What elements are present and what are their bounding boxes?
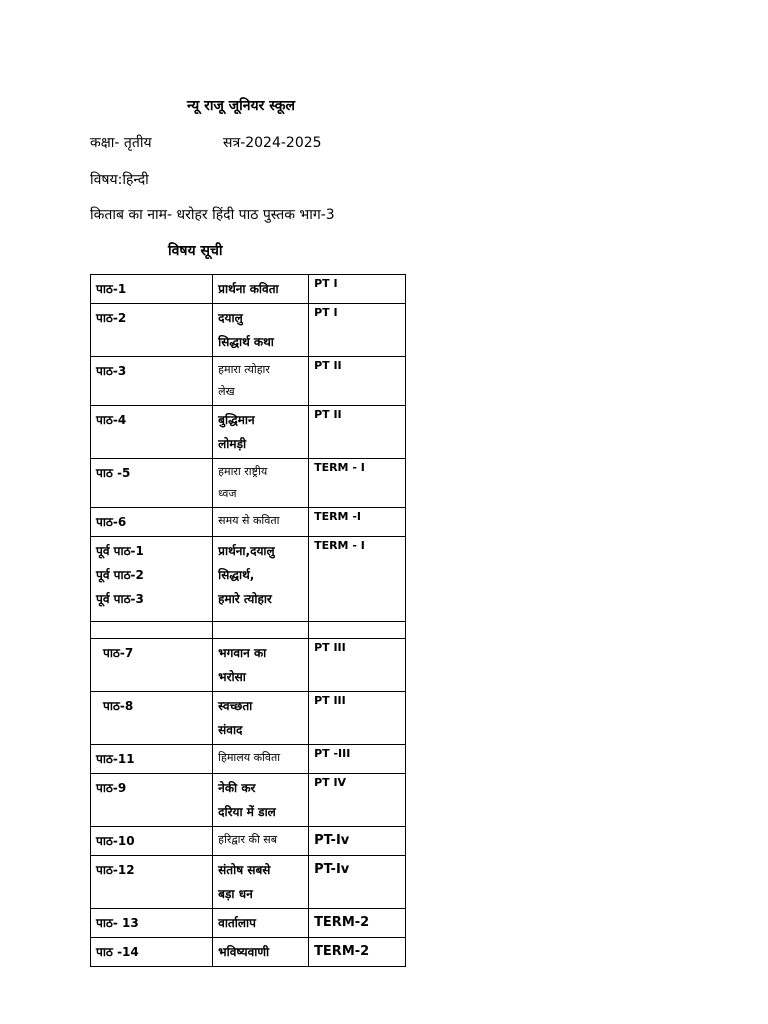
topic-text: हमारा त्योहार xyxy=(218,363,270,376)
lesson-cell xyxy=(91,692,213,745)
lesson-cell xyxy=(91,537,213,622)
topic-text: लेख xyxy=(218,385,235,398)
topic-text: भगवान का xyxy=(218,646,267,660)
term-cell: PT-Iv xyxy=(309,827,406,856)
topic-cell xyxy=(213,508,309,537)
lesson-cell xyxy=(91,827,213,856)
lesson-cell xyxy=(91,856,213,909)
topic-cell xyxy=(213,692,309,745)
topic-text: बड़ा धन xyxy=(218,887,253,901)
term-cell: PT I xyxy=(309,275,406,304)
lesson-cell xyxy=(91,406,213,459)
school-name: न्यू राजू जूनियर स्कूल xyxy=(187,98,295,114)
lesson-text: पाठ-8 xyxy=(103,699,134,713)
topic-text: दरिया में डाल xyxy=(218,805,276,819)
topic-cell xyxy=(213,275,309,304)
topic-cell xyxy=(213,304,309,357)
lesson-text: पाठ-12 xyxy=(96,863,135,877)
topic-text: हमारा राष्ट्रीय xyxy=(218,465,268,478)
table-row xyxy=(91,692,406,745)
topic-text: हमारे त्योहार xyxy=(218,592,272,606)
lesson-text: पाठ -5 xyxy=(96,466,131,480)
lesson-cell xyxy=(91,275,213,304)
table-row xyxy=(91,622,406,639)
term-cell: PT-Iv xyxy=(309,856,406,909)
topic-text: लोमड़ी xyxy=(218,437,247,451)
term-cell: PT III xyxy=(309,639,406,692)
term-cell: TERM - I xyxy=(309,537,406,622)
lesson-text: पाठ-7 xyxy=(103,646,134,660)
topic-text: प्रार्थना,दयालु xyxy=(218,544,275,558)
lesson-cell xyxy=(91,459,213,508)
table-row xyxy=(91,537,406,622)
table-row xyxy=(91,774,406,827)
topic-text: बुद्धिमान xyxy=(218,413,255,427)
table-row xyxy=(91,357,406,406)
table-row xyxy=(91,508,406,537)
table-row xyxy=(91,459,406,508)
term-cell: PT IV xyxy=(309,774,406,827)
lesson-cell xyxy=(91,622,213,639)
term-cell xyxy=(309,622,406,639)
topic-text: भरोसा xyxy=(218,670,246,684)
term-cell: TERM - I xyxy=(309,459,406,508)
term-cell: TERM-2 xyxy=(309,938,406,967)
lesson-cell xyxy=(91,508,213,537)
lesson-cell xyxy=(91,938,213,967)
lesson-cell xyxy=(91,357,213,406)
term-cell: PT I xyxy=(309,304,406,357)
topic-cell xyxy=(213,909,309,938)
topic-text: नेकी कर xyxy=(218,781,256,795)
topic-text: हरिद्वार की सब xyxy=(218,833,278,846)
table-row xyxy=(91,909,406,938)
lesson-text: पाठ -14 xyxy=(96,945,139,959)
topic-text: प्रार्थना कविता xyxy=(218,282,279,296)
table-row xyxy=(91,639,406,692)
topic-text: ध्वज xyxy=(218,487,237,500)
topic-text: दयालु xyxy=(218,311,243,325)
lesson-text: पूर्व पाठ-2 xyxy=(96,568,144,582)
term-cell: PT III xyxy=(309,692,406,745)
topic-cell xyxy=(213,357,309,406)
topic-cell xyxy=(213,639,309,692)
topic-text: स्वच्छता xyxy=(218,699,253,713)
topic-text: वार्तालाप xyxy=(218,916,256,930)
lesson-text: पाठ-6 xyxy=(96,515,127,529)
lesson-text: पाठ-2 xyxy=(96,311,127,325)
lesson-cell xyxy=(91,745,213,774)
table-row xyxy=(91,406,406,459)
topic-cell xyxy=(213,622,309,639)
toc-heading: विषय सूची xyxy=(168,243,223,259)
topic-cell xyxy=(213,745,309,774)
table-row xyxy=(91,938,406,967)
term-cell: PT II xyxy=(309,357,406,406)
book-label: किताब का नाम- धरोहर हिंदी पाठ पुस्तक भाग-3 xyxy=(90,207,335,223)
lesson-cell xyxy=(91,909,213,938)
topic-text: सिद्धार्थ कथा xyxy=(218,335,274,349)
session-label: सत्र-2024-2025 xyxy=(223,135,322,151)
lesson-text: पाठ-11 xyxy=(96,752,135,766)
class-label: कक्षा- तृतीय xyxy=(90,135,152,151)
lesson-text: पाठ- 13 xyxy=(96,916,139,930)
lesson-text: पाठ-3 xyxy=(96,364,127,378)
topic-text: संवाद xyxy=(218,723,243,737)
topic-cell xyxy=(213,406,309,459)
topic-text: भविष्यवाणी xyxy=(218,945,270,959)
lesson-text: पाठ-10 xyxy=(96,834,135,848)
term-cell: TERM -I xyxy=(309,508,406,537)
subject-label: विषय:हिन्दी xyxy=(90,172,149,188)
topic-cell xyxy=(213,827,309,856)
lesson-cell xyxy=(91,774,213,827)
topic-cell xyxy=(213,856,309,909)
topic-text: समय से कविता xyxy=(218,514,280,527)
lesson-cell xyxy=(91,304,213,357)
table-row xyxy=(91,304,406,357)
term-cell: TERM-2 xyxy=(309,909,406,938)
topic-text: सिद्धार्थ, xyxy=(218,568,255,582)
table-row xyxy=(91,745,406,774)
topic-cell xyxy=(213,537,309,622)
topic-text: हिमालय कविता xyxy=(218,751,281,764)
lesson-text: पाठ-4 xyxy=(96,413,127,427)
table-row xyxy=(91,275,406,304)
lesson-cell xyxy=(91,639,213,692)
lesson-text: पूर्व पाठ-3 xyxy=(96,592,144,606)
term-cell: PT -III xyxy=(309,745,406,774)
topic-cell xyxy=(213,774,309,827)
lesson-text: पाठ-9 xyxy=(96,781,127,795)
lesson-text: पूर्व पाठ-1 xyxy=(96,544,144,558)
topic-text: संतोष सबसे xyxy=(218,863,271,877)
topic-cell xyxy=(213,459,309,508)
term-cell: PT II xyxy=(309,406,406,459)
table-row xyxy=(91,856,406,909)
table-row xyxy=(91,827,406,856)
topic-cell xyxy=(213,938,309,967)
syllabus-table xyxy=(90,274,406,967)
lesson-text: पाठ-1 xyxy=(96,282,127,296)
